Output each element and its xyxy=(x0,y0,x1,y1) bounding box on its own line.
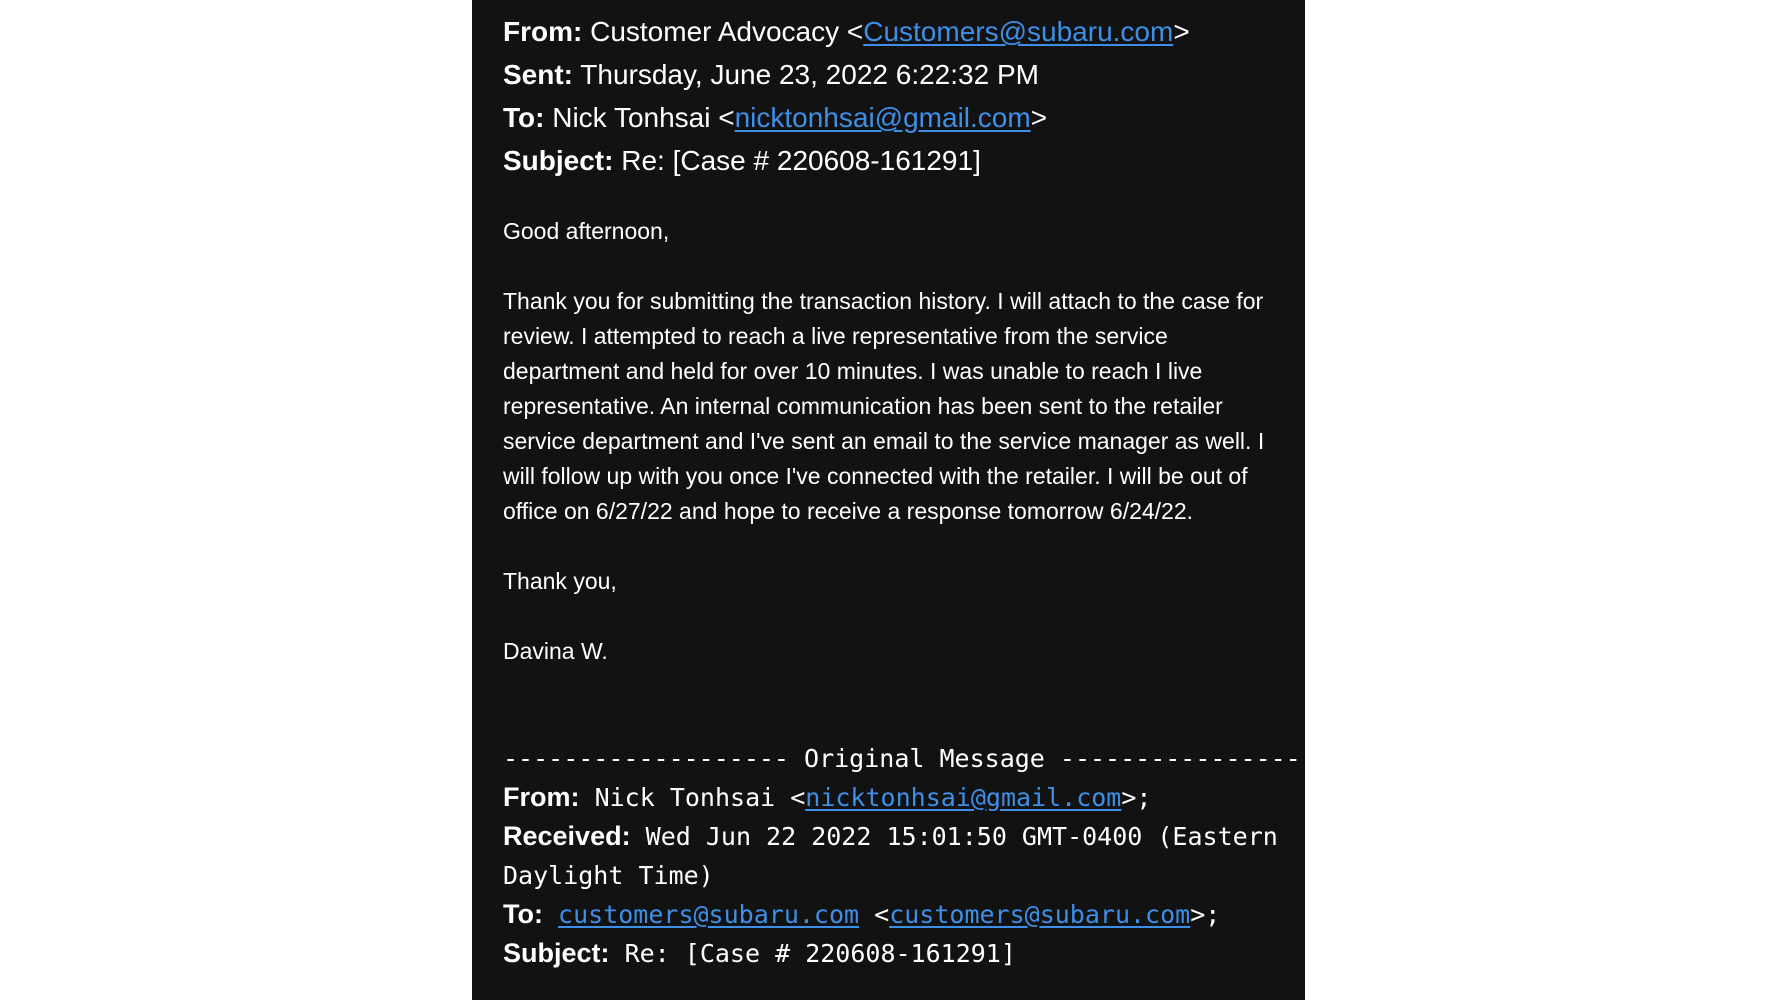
original-from-email-link[interactable]: nicktonhsai@gmail.com xyxy=(805,783,1122,812)
reply-from-email-link[interactable]: Customers@subaru.com xyxy=(863,16,1174,47)
reply-subject-label: Subject: xyxy=(503,145,614,176)
reply-to-name: Nick Tonhsai < xyxy=(552,102,735,133)
reply-to-email-link[interactable]: nicktonhsai@gmail.com xyxy=(734,102,1031,133)
original-subject-line xyxy=(503,934,1285,973)
original-to-display-email-link[interactable]: customers@subaru.com xyxy=(558,900,860,929)
original-message-divider: ------------------- Original Message ------------------- xyxy=(503,744,1346,773)
reply-to-line xyxy=(503,96,1285,139)
original-received-label: Received: xyxy=(503,821,631,851)
reply-sent-label: Sent: xyxy=(503,59,573,90)
original-received-value: Wed Jun 22 2022 15:01:50 GMT-0400 (Eastern Daylight Time) xyxy=(503,822,1278,890)
original-to-close: >; xyxy=(1190,900,1221,929)
original-from-name: Nick Tonhsai < xyxy=(594,783,806,812)
reply-subject-value: Re: [Case # 220608-161291] xyxy=(621,145,981,176)
original-subject-label: Subject: xyxy=(503,938,610,968)
original-to-open: < xyxy=(859,900,890,929)
email-body-paragraph: Thank you for submitting the transaction history. I will attach to the case for review. I attempted to reach a live representative from the service department and held for over 10 minutes. I was unable to reach I live representative. An internal communication has been sent to the retailer service department and I've sent an email to the service manager as well. I will follow up with you once I've connected with the retailer. I will be out of office on 6/27/22 and hope to receive a response tomorrow 6/24/22. xyxy=(503,288,1265,524)
reply-to-label: To: xyxy=(503,102,545,133)
reply-from-label: From: xyxy=(503,16,583,47)
original-from-label: From: xyxy=(503,782,580,812)
original-from-close: >; xyxy=(1121,783,1152,812)
original-from-line xyxy=(503,778,1285,817)
original-message-block xyxy=(503,739,1346,973)
original-subject-value: Re: [Case # 220608-161291] xyxy=(624,939,1016,968)
original-to-email-link[interactable]: customers@subaru.com xyxy=(889,900,1191,929)
original-received-line xyxy=(503,817,1278,895)
reply-sent-value: Thursday, June 23, 2022 6:22:32 PM xyxy=(580,59,1039,90)
email-greeting: Good afternoon, xyxy=(503,218,670,244)
reply-from-name: Customer Advocacy < xyxy=(590,16,864,47)
original-to-line xyxy=(503,895,1285,934)
reply-from-line xyxy=(503,10,1285,53)
reply-to-close: > xyxy=(1030,102,1048,133)
original-to-label: To: xyxy=(503,899,543,929)
reply-from-close: > xyxy=(1173,16,1190,47)
email-closing: Thank you, xyxy=(503,568,617,594)
email-message-panel xyxy=(472,0,1346,1000)
email-signature: Davina W. xyxy=(503,638,608,664)
reply-sent-line xyxy=(503,53,1285,96)
reply-subject-line xyxy=(503,139,1285,182)
